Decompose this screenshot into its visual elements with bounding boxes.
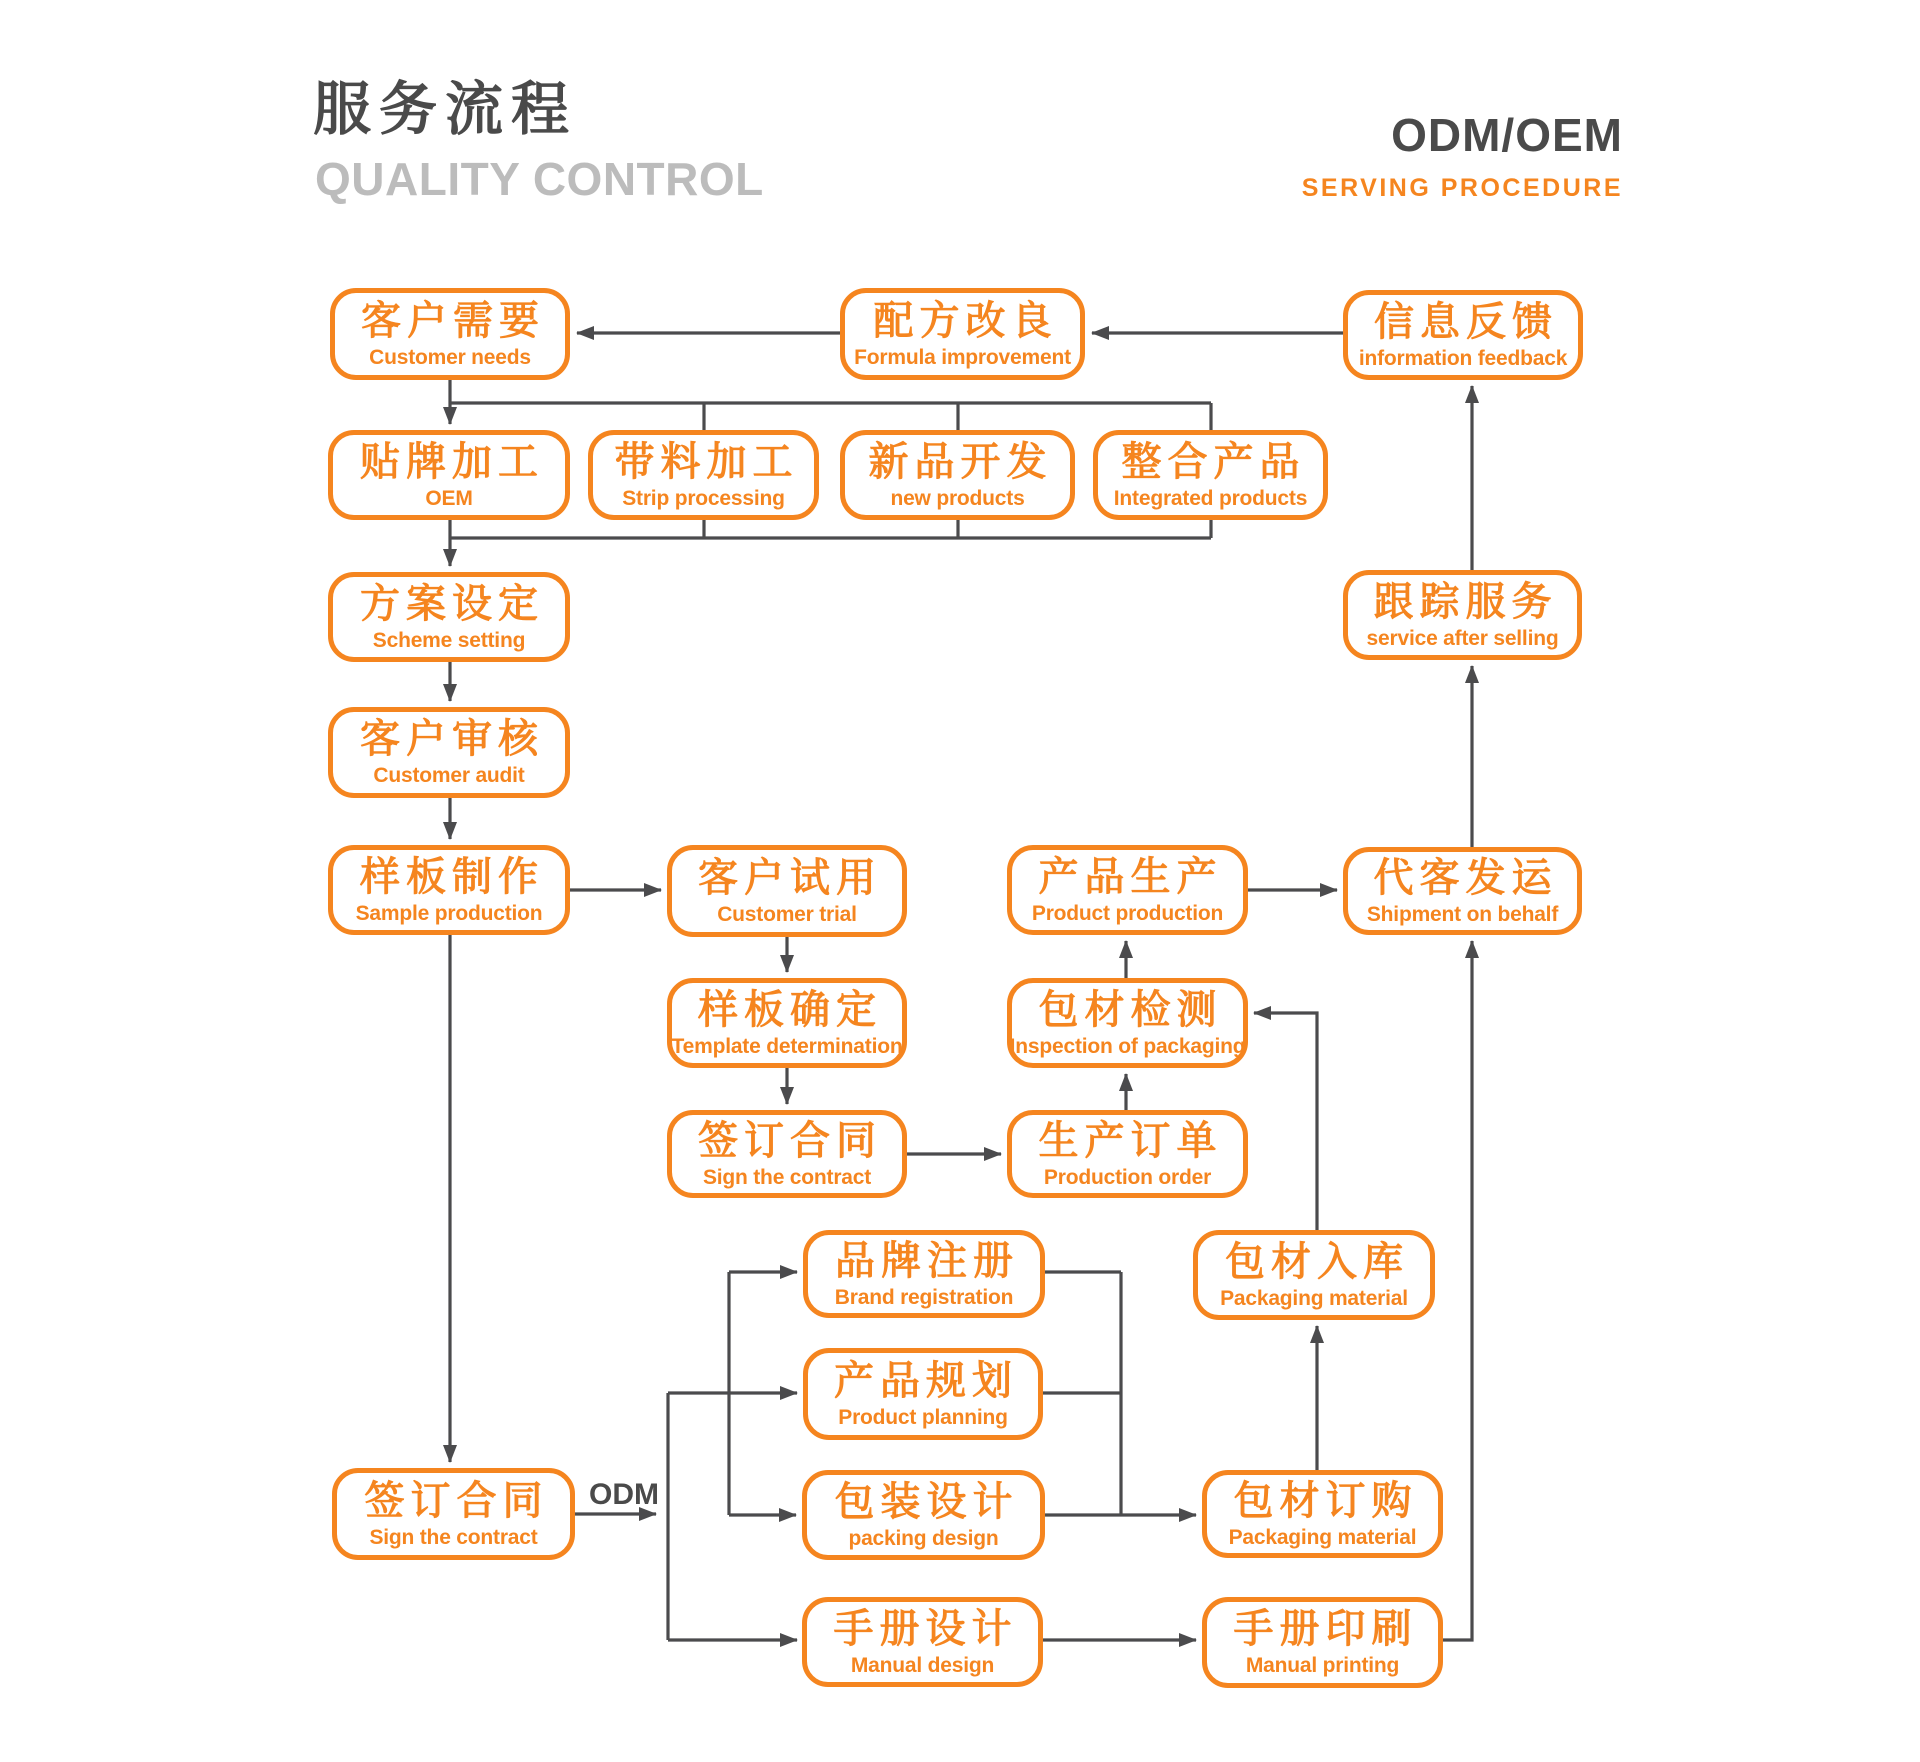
node-zh-label: 跟踪服务 [1373, 579, 1558, 624]
node-en-label: Packaging material [1228, 1525, 1417, 1549]
right-header [1302, 108, 1623, 203]
node-zh-label: 品牌注册 [835, 1238, 1019, 1283]
node-zh-label: 客户试用 [698, 855, 882, 900]
node-en-label: packing design [848, 1526, 999, 1550]
node-en-label: Sample production [355, 901, 543, 925]
node-production-order [1007, 1110, 1248, 1198]
node-integrated-products [1093, 430, 1328, 520]
node-scheme-setting [328, 572, 570, 662]
node-shipment-on-behalf [1343, 847, 1582, 935]
node-zh-label: 方案设定 [360, 581, 544, 626]
node-product-production [1007, 845, 1248, 935]
node-packaging-purchase [1202, 1470, 1443, 1558]
node-zh-label: 带料加工 [614, 439, 799, 484]
node-product-planning [803, 1348, 1043, 1440]
node-en-label: Production order [1043, 1165, 1212, 1189]
right-header-subtitle: SERVING PROCEDURE [1301, 174, 1623, 202]
node-zh-label: 产品规划 [834, 1358, 1018, 1403]
node-sample-production [328, 845, 570, 935]
page-subtitle: QUALITY CONTROL [315, 153, 764, 205]
node-zh-label: 产品生产 [1038, 854, 1223, 899]
node-zh-label: 配方改良 [873, 298, 1058, 343]
node-zh-label: 代客发运 [1373, 855, 1558, 900]
node-zh-label: 签订合同 [364, 1478, 549, 1523]
page-title: 服务流程 [313, 77, 578, 142]
node-zh-label: 包材订购 [1233, 1478, 1418, 1523]
node-manual-design [802, 1597, 1043, 1687]
node-en-label: Inspection of packaging [1009, 1034, 1246, 1058]
node-zh-label: 包材检测 [1038, 987, 1223, 1032]
node-en-label: Integrated products [1113, 486, 1308, 510]
node-brand-registration [803, 1230, 1045, 1318]
node-zh-label: 整合产品 [1121, 439, 1306, 484]
node-manual-printing [1202, 1597, 1443, 1688]
node-en-label: Brand registration [834, 1285, 1014, 1309]
node-zh-label: 客户需要 [361, 298, 545, 343]
right-header-title: ODM/OEM [1391, 109, 1623, 161]
node-customer-trial [667, 845, 907, 937]
node-en-label: Scheme setting [372, 628, 526, 652]
node-zh-label: 包装设计 [834, 1479, 1019, 1524]
node-strip-processing [588, 430, 819, 520]
node-en-label: service after selling [1366, 626, 1559, 650]
node-zh-label: 签订合同 [698, 1118, 882, 1163]
node-service-after-selling [1343, 570, 1582, 660]
node-customer-needs [330, 288, 570, 380]
node-en-label: Manual printing [1245, 1654, 1400, 1677]
node-en-label: OEM [425, 486, 473, 510]
node-inspection-of-packaging [1007, 978, 1248, 1068]
node-en-label: Customer trial [717, 902, 857, 926]
node-new-product-development [840, 430, 1075, 520]
node-zh-label: 生产订单 [1038, 1118, 1223, 1163]
node-zh-label: 贴牌加工 [360, 439, 544, 484]
node-customer-audit [328, 707, 570, 798]
node-en-label: Product planning [838, 1405, 1008, 1429]
node-sign-the-contract-odm [332, 1468, 575, 1560]
node-zh-label: 包材入库 [1225, 1239, 1409, 1284]
node-en-label: Packaging material [1220, 1286, 1408, 1310]
node-en-label: information feedback [1358, 346, 1568, 370]
node-template-determination [667, 978, 907, 1068]
node-packaging-warehousing [1193, 1230, 1435, 1320]
node-information-feedback [1343, 290, 1583, 380]
node-en-label: Customer audit [373, 764, 525, 787]
node-en-label: Product production [1031, 901, 1224, 925]
node-sign-the-contract [667, 1110, 907, 1198]
node-en-label: Strip processing [622, 486, 785, 510]
node-packing-design [802, 1470, 1045, 1560]
node-formula-improvement [840, 288, 1085, 380]
node-en-label: Shipment on behalf [1366, 902, 1559, 926]
node-zh-label: 新品开发 [868, 439, 1053, 484]
node-en-label: Manual design [850, 1653, 995, 1677]
node-zh-label: 样板制作 [360, 854, 544, 899]
node-en-label: Formula improvement [854, 345, 1071, 369]
node-en-label: new products [890, 486, 1025, 510]
odm-branch-label: ODM [589, 1478, 659, 1511]
node-en-label: Template determination [671, 1034, 903, 1058]
node-zh-label: 手册设计 [833, 1606, 1018, 1651]
node-en-label: Sign the contract [702, 1165, 872, 1189]
node-zh-label: 样板确定 [698, 987, 882, 1032]
node-en-label: Sign the contract [369, 1525, 538, 1549]
node-zh-label: 信息反馈 [1374, 299, 1558, 344]
node-oem-processing [328, 430, 570, 520]
node-en-label: Customer needs [369, 345, 531, 369]
node-zh-label: 手册印刷 [1233, 1607, 1418, 1651]
node-zh-label: 客户审核 [360, 717, 544, 761]
